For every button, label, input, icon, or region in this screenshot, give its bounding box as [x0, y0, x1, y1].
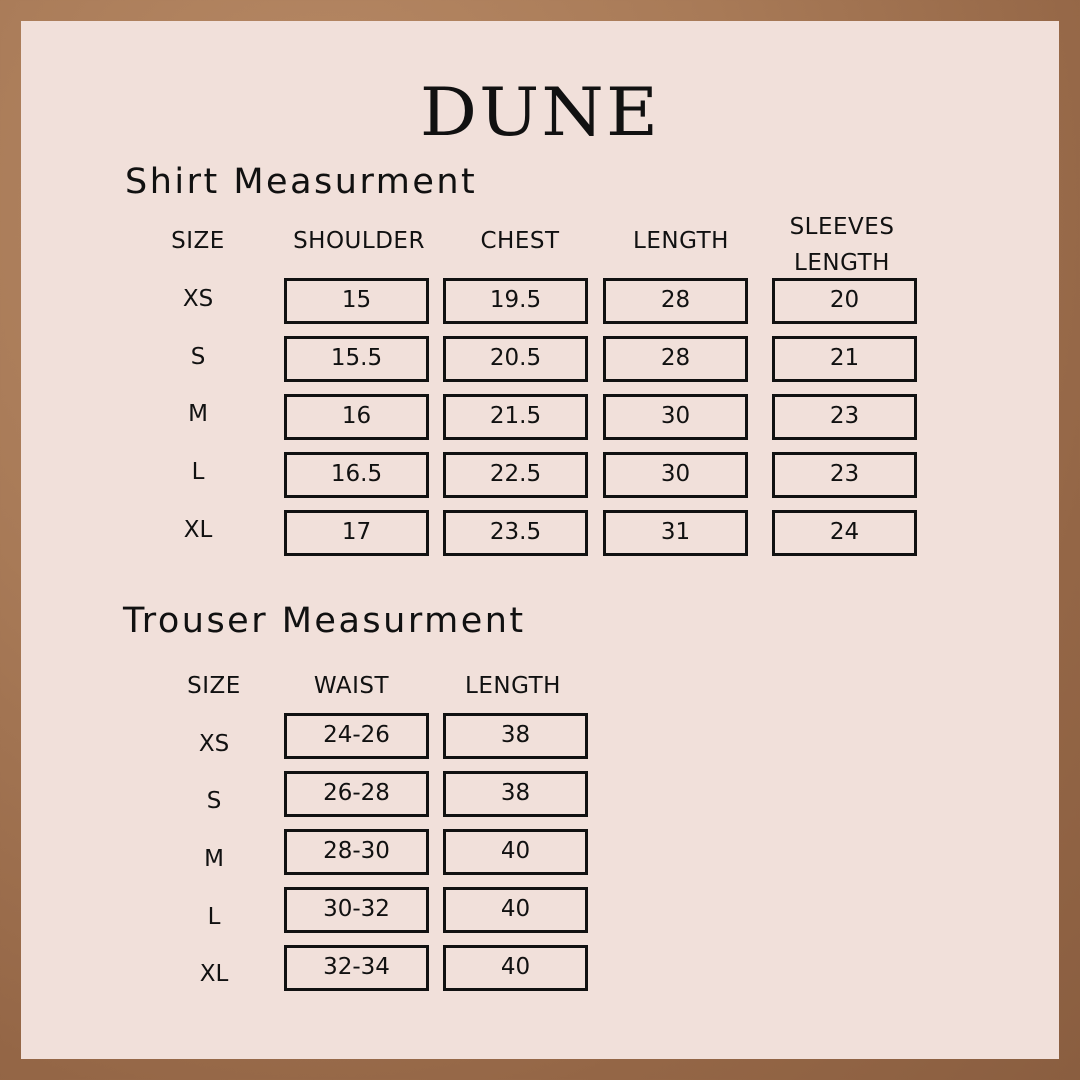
shirt-header-size: SIZE — [171, 228, 225, 254]
shirt-sleeves-length-cell: 21 — [772, 336, 917, 382]
shirt-header-chest: CHEST — [480, 228, 560, 254]
shirt-header-length: LENGTH — [633, 228, 729, 254]
shirt-size-label: M — [188, 401, 208, 427]
shirt-sleeves-length-cell: 23 — [772, 452, 917, 498]
trouser-length-cell: 40 — [443, 945, 588, 991]
trouser-length-cell: 40 — [443, 887, 588, 933]
shirt-sleeves-length-cell: 20 — [772, 278, 917, 324]
trouser-header-length: LENGTH — [465, 673, 561, 699]
trouser-waist-cell: 28-30 — [284, 829, 429, 875]
shirt-chest-cell: 20.5 — [443, 336, 588, 382]
shirt-size-label: XS — [182, 286, 214, 312]
shirt-length-cell: 30 — [603, 452, 748, 498]
trouser-length-cell: 40 — [443, 829, 588, 875]
shirt-length-cell: 28 — [603, 278, 748, 324]
trouser-length-cell: 38 — [443, 771, 588, 817]
shirt-length-cell: 31 — [603, 510, 748, 556]
shirt-shoulder-cell: 17 — [284, 510, 429, 556]
shirt-chest-cell: 22.5 — [443, 452, 588, 498]
shirt-shoulder-cell: 16.5 — [284, 452, 429, 498]
trouser-section-title: Trouser Measurment — [123, 601, 526, 641]
trouser-size-label: XS — [198, 731, 230, 757]
size-chart-card — [21, 21, 1059, 1059]
shirt-sleeves-length-cell: 24 — [772, 510, 917, 556]
trouser-waist-cell: 26-28 — [284, 771, 429, 817]
shirt-size-label: L — [191, 459, 205, 485]
trouser-waist-cell: 30-32 — [284, 887, 429, 933]
trouser-size-label: L — [207, 904, 221, 930]
shirt-shoulder-cell: 15 — [284, 278, 429, 324]
shirt-length-cell: 28 — [603, 336, 748, 382]
trouser-header-size: SIZE — [187, 673, 241, 699]
trouser-waist-cell: 32-34 — [284, 945, 429, 991]
trouser-size-label: S — [206, 788, 222, 814]
shirt-shoulder-cell: 16 — [284, 394, 429, 440]
shirt-chest-cell: 23.5 — [443, 510, 588, 556]
shirt-size-label: S — [190, 344, 206, 370]
shirt-section-title: Shirt Measurment — [125, 162, 478, 202]
trouser-waist-cell: 24-26 — [284, 713, 429, 759]
shirt-shoulder-cell: 15.5 — [284, 336, 429, 382]
trouser-size-label: M — [204, 846, 224, 872]
brand-logo: DUNE — [419, 74, 661, 151]
shirt-header-sleeves: SLEEVES — [789, 214, 895, 240]
trouser-length-cell: 38 — [443, 713, 588, 759]
shirt-size-label: XL — [183, 517, 213, 543]
shirt-sleeves-length-cell: 23 — [772, 394, 917, 440]
shirt-header-shoulder: SHOULDER — [293, 228, 425, 254]
shirt-chest-cell: 19.5 — [443, 278, 588, 324]
shirt-header-sleeves-length: LENGTH — [794, 250, 890, 276]
shirt-chest-cell: 21.5 — [443, 394, 588, 440]
shirt-length-cell: 30 — [603, 394, 748, 440]
trouser-size-label: XL — [199, 961, 229, 987]
trouser-header-waist: WAIST — [313, 673, 390, 699]
